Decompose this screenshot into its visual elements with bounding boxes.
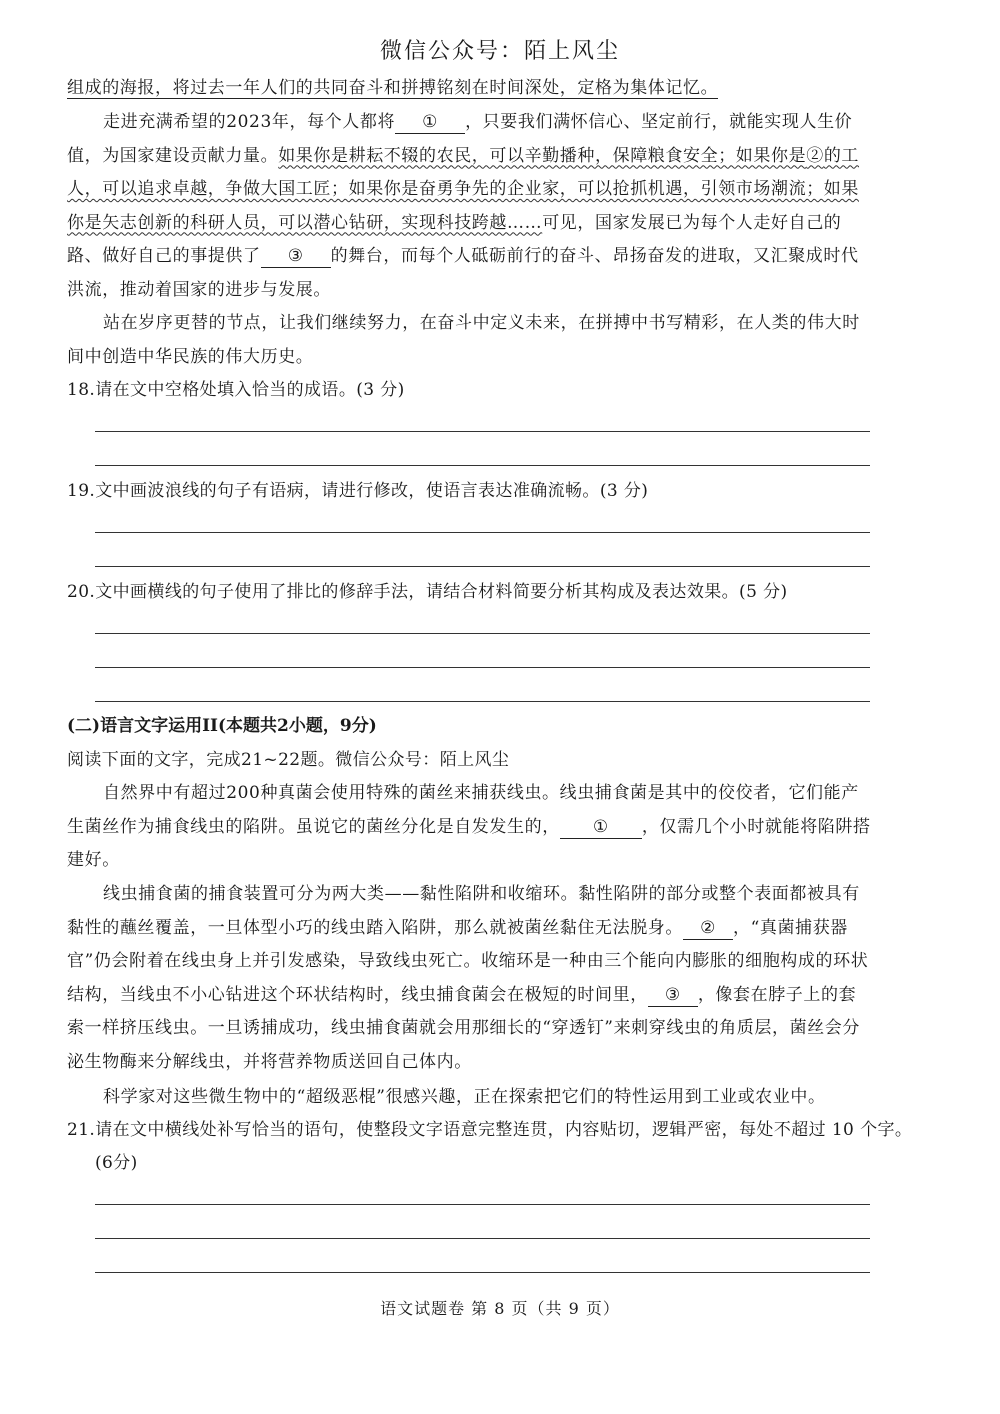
underlined-sentence-0: 组成的海报，将过去一年人们的共同奋斗和拼搏铭刻在时间深处，定格为集体记忆。 (67, 78, 719, 98)
wavy-text: 的工人，可以追求卓越，争做大国工匠；如果你是奋勇争先的企业家，可以抢抓机遇，引领市场潮流；如果你是矢志创新的科研人员，可以潜心钻研，实现科技跨越…… (67, 145, 860, 233)
passage-paragraph-2: 站在岁序更替的节点，让我们继续努力，在奋斗中定义未来，在拼搏中书写精彩，在人类的伟大时间中创造中华民族的伟大历史。 (67, 313, 860, 367)
blank-3: ③ (261, 245, 331, 268)
blank-1: ① (560, 816, 642, 839)
page-footer: 语文试题卷 第 8 页（共 9 页） (380, 1299, 620, 1318)
wavy-text: 如果你是耕耘不辍的农民，可以辛勤播种，保障粮食安全；如果你是 (278, 145, 807, 166)
answer-line[interactable] (95, 1204, 870, 1205)
question-21-score: (6分) (95, 1153, 138, 1173)
answer-line[interactable] (95, 633, 870, 634)
question-18: 18.请在文中空格处填入恰当的成语。(3 分) (67, 380, 405, 400)
article-paragraph-3: 科学家对这些微生物中的“超级恶棍”很感兴趣，正在探索把它们的特性运用到工业或农业中。 (103, 1087, 826, 1107)
answer-line[interactable] (95, 431, 870, 432)
paragraph-text: 走进充满希望的2023年，每个人都将 (103, 112, 396, 132)
section-heading: (二)语言文字运用II(本题共2小题，9分) (67, 716, 377, 736)
paragraph-text: 线虫捕食菌的捕食装置可分为两大类——黏性陷阱和收缩环。黏性陷阱的部分或整个表面都被具有黏性的蘸丝覆盖，一旦体型小巧的线虫踏入陷阱，那么就被菌丝黏住无法脱身。 (67, 884, 860, 938)
paragraph-text: ，只要我们满怀信心、坚定前行，就能实现人生价值，为国家建设贡献力量。 (67, 112, 853, 166)
passage-line-0 (67, 72, 873, 106)
blank-2: ② (683, 917, 733, 940)
answer-line[interactable] (95, 566, 870, 567)
answer-line[interactable] (95, 667, 870, 668)
answer-line[interactable] (95, 1272, 870, 1273)
paragraph-text: ，仅需几个小时就能将陷阱搭建好。 (67, 816, 871, 870)
article-paragraph-2 (67, 878, 873, 1079)
article-paragraph-1 (67, 777, 873, 878)
passage-paragraph-1 (67, 106, 873, 307)
question-20: 20.文中画横线的句子使用了排比的修辞手法，请结合材料简要分析其构成及表达效果。(5 分) (67, 582, 788, 602)
question-19: 19.文中画波浪线的句子有语病，请进行修改，使语言表达准确流畅。(3 分) (67, 481, 649, 501)
paragraph-text: 的舞台，而每个人砥砺前行的奋斗、昂扬奋发的进取，又汇聚成时代洪流，推动着国家的进步与发展。 (67, 246, 859, 300)
answer-line[interactable] (95, 465, 870, 466)
paragraph-text: 可见，国家发展已为每个人走好自己的路、做好自己的事提供了 (67, 212, 842, 266)
paragraph-text: ，像套在脖子上的套索一样挤压线虫。一旦诱捕成功，线虫捕食菌就会用那细长的“穿透钉”来刺穿线虫的角质层，菌丝会分泌生物酶来分解线虫，并将营养物质送回自己体内。 (67, 984, 860, 1072)
answer-line[interactable] (95, 1238, 870, 1239)
question-21: 21.请在文中横线处补写恰当的语句，使整段文字语意完整连贯，内容贴切，逻辑严密，每处不超过 10 个字。 (67, 1120, 913, 1140)
blank-3: ③ (648, 984, 698, 1007)
answer-line[interactable] (95, 701, 870, 702)
circled-marker: ② (806, 145, 824, 166)
reading-instruction: 阅读下面的文字，完成21~22题。微信公众号：陌上风尘 (67, 750, 510, 770)
blank-1: ① (395, 111, 465, 134)
paragraph-text: 自然界中有超过200种真菌会使用特殊的菌丝来捕获线虫。线虫捕食菌是其中的佼佼者，它们能产生菌丝作为捕食线虫的陷阱。虽说它的菌丝分化是自发发生的， (67, 783, 859, 837)
paragraph-text: ，“真菌捕获器官”仍会附着在线虫身上并引发感染，导致线虫死亡。收缩环是一种由三个能向内膨胀的细胞构成的环状结构，当线虫不小心钻进这个环状结构时，线虫捕食菌会在极短的时间里， (67, 917, 869, 1005)
page-header: 微信公众号：陌上风尘 (379, 39, 620, 64)
answer-line[interactable] (95, 532, 870, 533)
